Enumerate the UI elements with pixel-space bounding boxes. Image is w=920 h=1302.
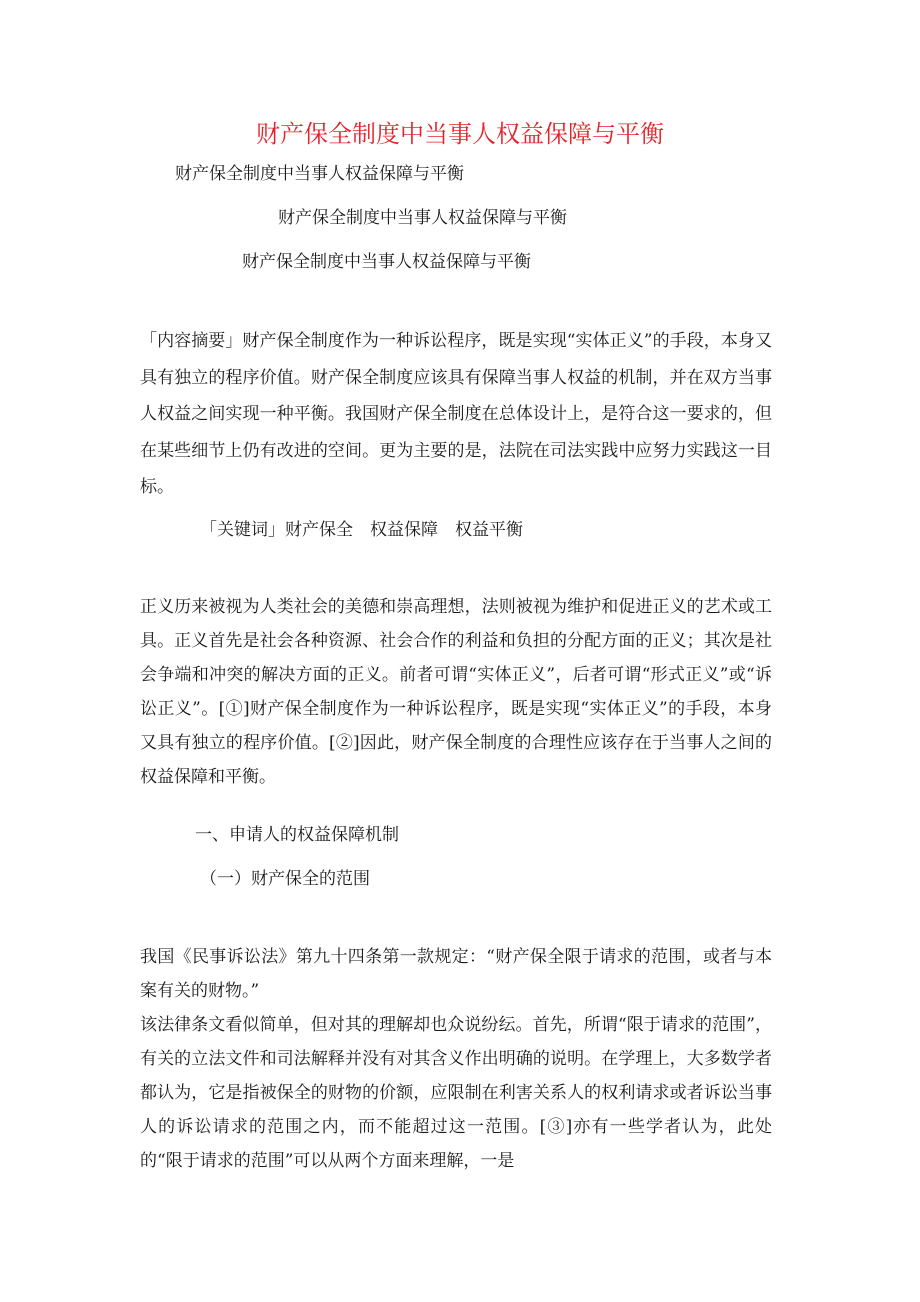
subtitle-line-1: 财产保全制度中当事人权益保障与平衡 <box>175 164 464 184</box>
document-title: 财产保全制度中当事人权益保障与平衡 <box>256 120 664 148</box>
intro-paragraph: 正义历来被视为人类社会的美德和崇高理想，法则被视为维护和促进正义的艺术或工具。正义首先是社会各种资源、社会合作的利益和负担的分配方面的正义；其次是社会争端和冲突的解决方面的正义。前者可谓“实体正义”，后者可谓“形式正义”或“诉讼正义”。[①]财产保全制度作为一种诉讼程序，既是实现“实体正义”的手段，本身又具有独立的程序价值。[②]因此，财产保全制度的合理性应该存在于当事人之间的权益保障和平衡。 <box>140 597 772 787</box>
subtitle-line-2: 财产保全制度中当事人权益保障与平衡 <box>278 208 567 228</box>
analysis-paragraph: 该法律条文看似简单，但对其的理解却也众说纷纭。首先，所谓“限于请求的范围”，有关的立法文件和司法解释并没有对其含义作出明确的说明。在学理上，大多数学者都认为，它是指被保全的财物的价额，应限制在利害关系人的权利请求或者诉讼当事人的诉讼请求的范围之内，而不能超过这一范围。[③]亦有一些学者认为，此处的“限于请求的范围”可以从两个方面来理解，一是 <box>140 1015 772 1171</box>
subtitle-line-3: 财产保全制度中当事人权益保障与平衡 <box>242 252 531 272</box>
abstract-paragraph: 「内容摘要」财产保全制度作为一种诉讼程序，既是实现“实体正义”的手段，本身又具有独立的程序价值。财产保全制度应该具有保障当事人权益的机制，并在双方当事人权益之间实现一种平衡。我国财产保全制度在总体设计上，是符合这一要求的，但在某些细节上仍有改进的空间。更为主要的是，法院在司法实践中应努力实践这一目标。 <box>140 331 772 497</box>
keywords-line: 「关键词」财产保全 权益保障 权益平衡 <box>200 520 523 540</box>
subsection-heading-1: （一）财产保全的范围 <box>200 869 370 889</box>
section-heading-1: 一、申请人的权益保障机制 <box>195 825 399 845</box>
law-quote-paragraph: 我国《民事诉讼法》第九十四条第一款规定：“财产保全限于请求的范围，或者与本案有关的财物。” <box>140 947 772 1001</box>
